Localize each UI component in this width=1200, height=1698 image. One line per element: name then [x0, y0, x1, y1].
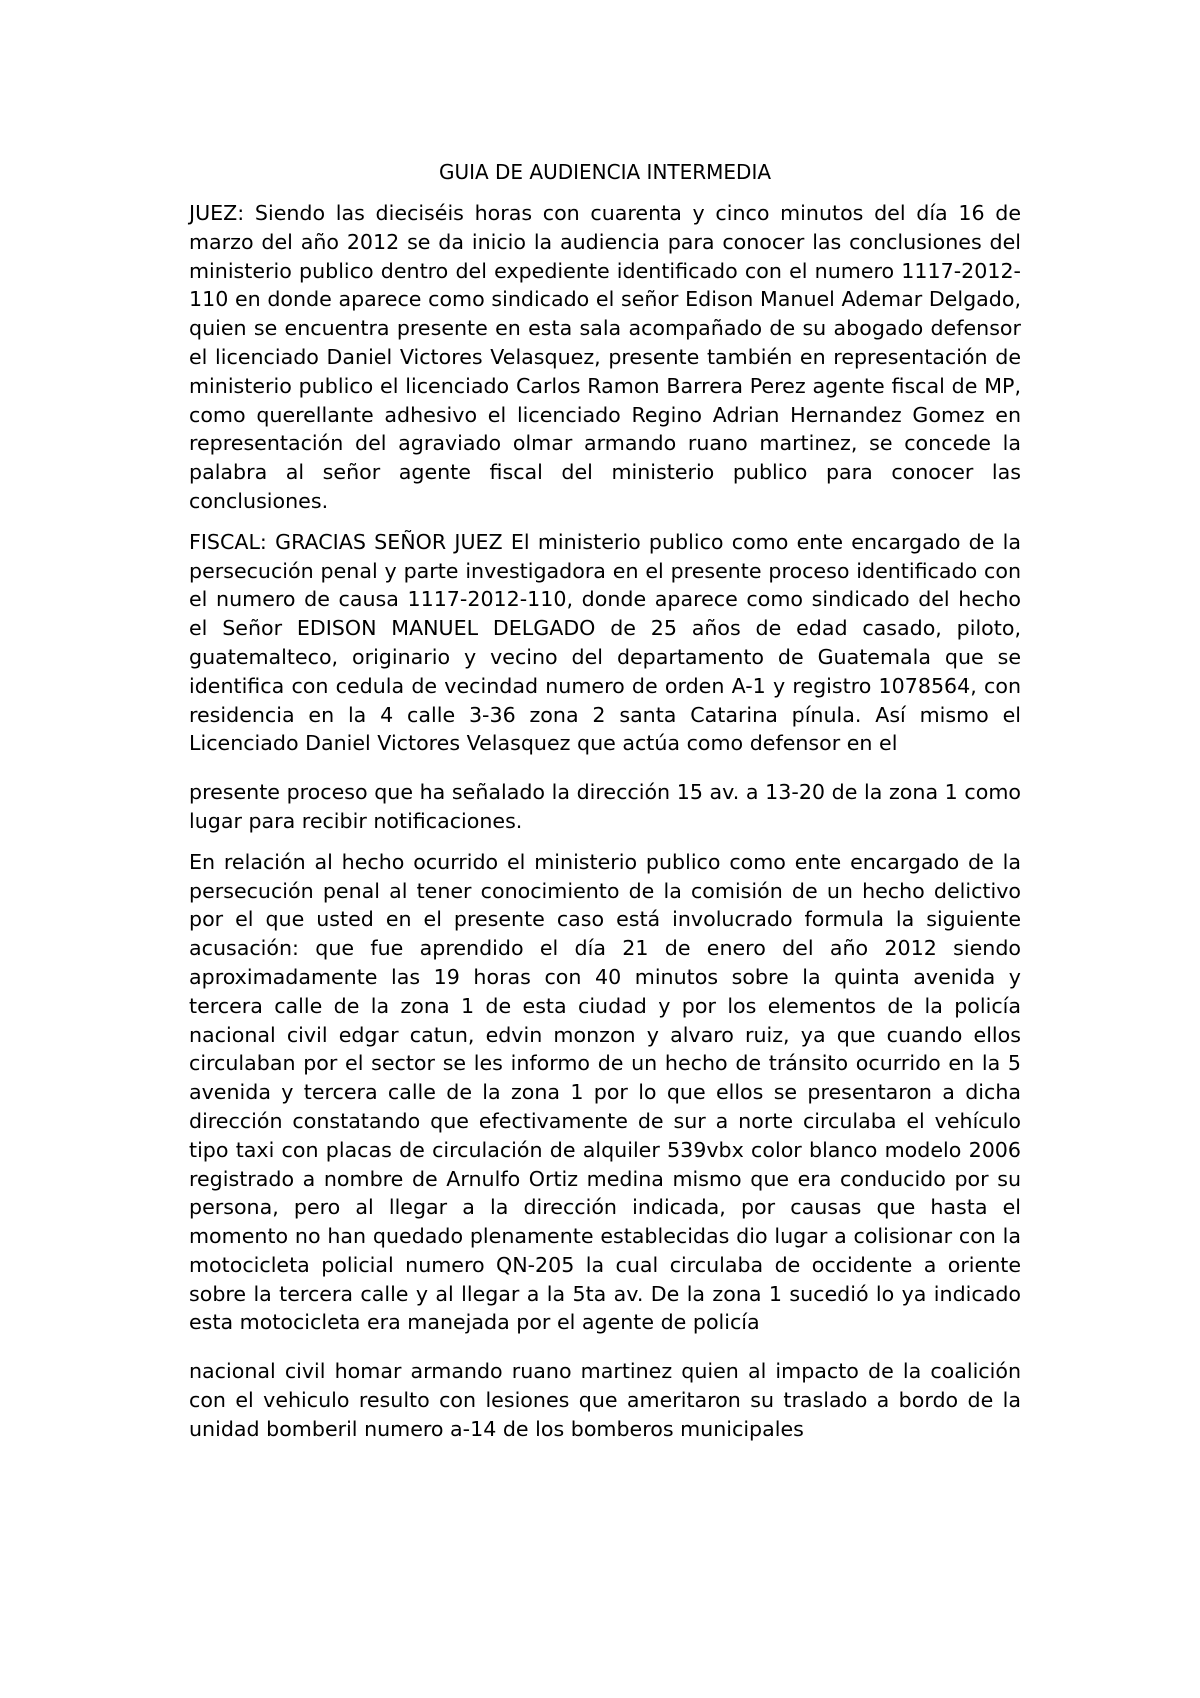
paragraph-notificaciones: presente proceso que ha señalado la dirección 15 av. a 13-20 de la zona 1 como lugar para recibir notificaciones. — [189, 780, 1021, 833]
paragraph-juez: JUEZ: Siendo las dieciséis horas con cuarenta y cinco minutos del día 16 de marzo del año 2012 se da inicio la audiencia para conocer las conclusiones del ministerio publico dentro del expediente identificado con el numero 1117-2012-110 en donde aparece como sindicado el señor Edison Manuel Ademar Delgado, quien se encuentra presente en esta sala acompañado de su abogado defensor el licenciado Daniel Victores Velasquez, presente también en representación de ministerio publico el licenciado Carlos Ramon Barrera Perez agente fiscal de MP, como querellante adhesivo el licenciado Regino Adrian Hernandez Gomez en representación del agraviado olmar armando ruano martinez, se concede la palabra al señor agente fiscal del ministerio publico para conocer las conclusiones. — [189, 201, 1021, 513]
paragraph-fiscal: FISCAL: GRACIAS SEÑOR JUEZ El ministerio publico como ente encargado de la persecución penal y parte investigadora en el presente proceso identificado con el numero de causa 1117-2012-110, donde aparece como sindicado del hecho el Señor EDISON MANUEL DELGADO de 25 años de edad casado, piloto, guatemalteco, originario y vecino del departamento de Guatemala que se identifica con cedula de vecindad numero de orden A-1 y registro 1078564, con residencia en la 4 calle 3-36 zona 2 santa Catarina pínula. Así mismo el Licenciado Daniel Victores Velasquez que actúa como defensor en el — [189, 529, 1021, 756]
document-title: GUIA DE AUDIENCIA INTERMEDIA — [438, 160, 772, 184]
paragraph-acusacion: En relación al hecho ocurrido el ministerio publico como ente encargado de la persecución penal al tener conocimiento de la comisión de un hecho delictivo por el que usted en el presente caso está involucrado formula la siguiente acusación: que fue aprendido el día 21 de enero del año 2012 siendo aproximadamente las 19 horas con 40 minutos sobre la quinta avenida y tercera calle de la zona 1 de esta ciudad y por los elementos de la policía nacional civil edgar catun, edvin monzon y alvaro ruiz, ya que cuando ellos circulaban por el sector se les informo de un hecho de tránsito ocurrido en la 5 avenida y tercera calle de la zona 1 por lo que ellos se presentaron a dicha dirección constatando que efectivamente de sur a norte circulaba el vehículo tipo taxi con placas de circulación de alquiler 539vbx color blanco modelo 2006 registrado a nombre de Arnulfo Ortiz medina mismo que era conducido por su persona, pero al llegar a la dirección indicada, por causas que hasta el momento no han quedado plenamente establecidas dio lugar a colisionar con la motocicleta policial numero QN-205 la cual circulaba de occidente a oriente sobre la tercera calle y al llegar a la 5ta av. De la zona 1 sucedió lo ya indicado esta motocicleta era manejada por el agente de policía — [189, 849, 1021, 1335]
paragraph-lesiones: nacional civil homar armando ruano martinez quien al impacto de la coalición con el vehiculo resulto con lesiones que ameritaron su traslado a bordo de la unidad bomberil numero a-14 de los bomberos municipales — [189, 1359, 1021, 1441]
document-body — [189, 157, 1021, 1456]
